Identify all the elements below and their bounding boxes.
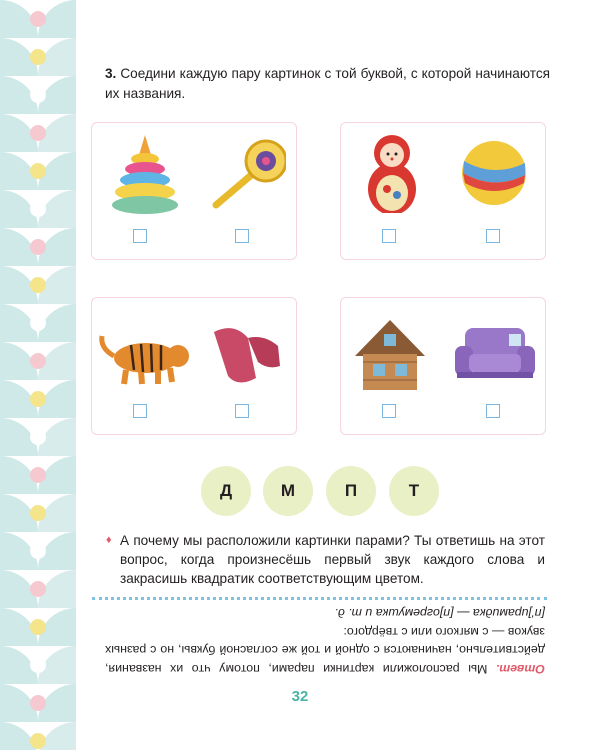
checkbox-tiger[interactable] xyxy=(133,404,147,418)
letter-circle-1[interactable]: Д xyxy=(201,466,251,516)
letter-options xyxy=(0,466,600,518)
bullet-icon: ♦ xyxy=(106,534,112,546)
checkbox-matryoshka[interactable] xyxy=(382,229,396,243)
picture-card-3 xyxy=(91,297,297,435)
decorative-border xyxy=(0,0,76,750)
task-number: 3. xyxy=(105,66,117,81)
pyramid-toy-image xyxy=(106,133,184,215)
slippers-image xyxy=(208,318,286,400)
answer-block xyxy=(105,604,545,678)
checkbox-house[interactable] xyxy=(382,404,396,418)
answer-text: Мы расположили картинки парами, потому что их названия, действительно, начинаются с одной и той же согласной буквы, но с разных звуков — с мягкого или с твёрдого: xyxy=(105,625,545,676)
tiger-image xyxy=(96,318,192,400)
picture-card-4 xyxy=(340,297,546,435)
sofa-image xyxy=(451,320,539,402)
checkbox-ball[interactable] xyxy=(486,229,500,243)
answer-label: Ответ. xyxy=(495,662,545,676)
checkbox-rattle[interactable] xyxy=(235,229,249,243)
letter-circle-3[interactable]: П xyxy=(326,466,376,516)
checkbox-slippers[interactable] xyxy=(235,404,249,418)
matryoshka-image xyxy=(353,131,431,213)
question-text: А почему мы расположили картинки парами? Ты ответишь на этот вопрос, когда произнесёшь первый звук каждого слова и закрасишь квадратик соответствующим цветом. xyxy=(120,533,545,586)
page-number: 32 xyxy=(291,688,309,705)
answer-examples: [п’]ирамидка — [п]огремушка и т. д. xyxy=(334,606,545,621)
task-text xyxy=(105,64,550,104)
letter-circle-2[interactable]: М xyxy=(263,466,313,516)
rattle-image xyxy=(208,133,286,215)
ball-image xyxy=(455,133,533,215)
divider xyxy=(92,597,547,600)
checkbox-pyramid[interactable] xyxy=(133,229,147,243)
task-instruction: Соедини каждую пару картинок с той буквой, с которой начинаются их названия. xyxy=(105,66,550,101)
checkbox-sofa[interactable] xyxy=(486,404,500,418)
picture-card-1 xyxy=(91,122,297,260)
letter-circle-4[interactable]: Т xyxy=(389,466,439,516)
house-image xyxy=(351,316,429,398)
picture-card-2 xyxy=(340,122,546,260)
